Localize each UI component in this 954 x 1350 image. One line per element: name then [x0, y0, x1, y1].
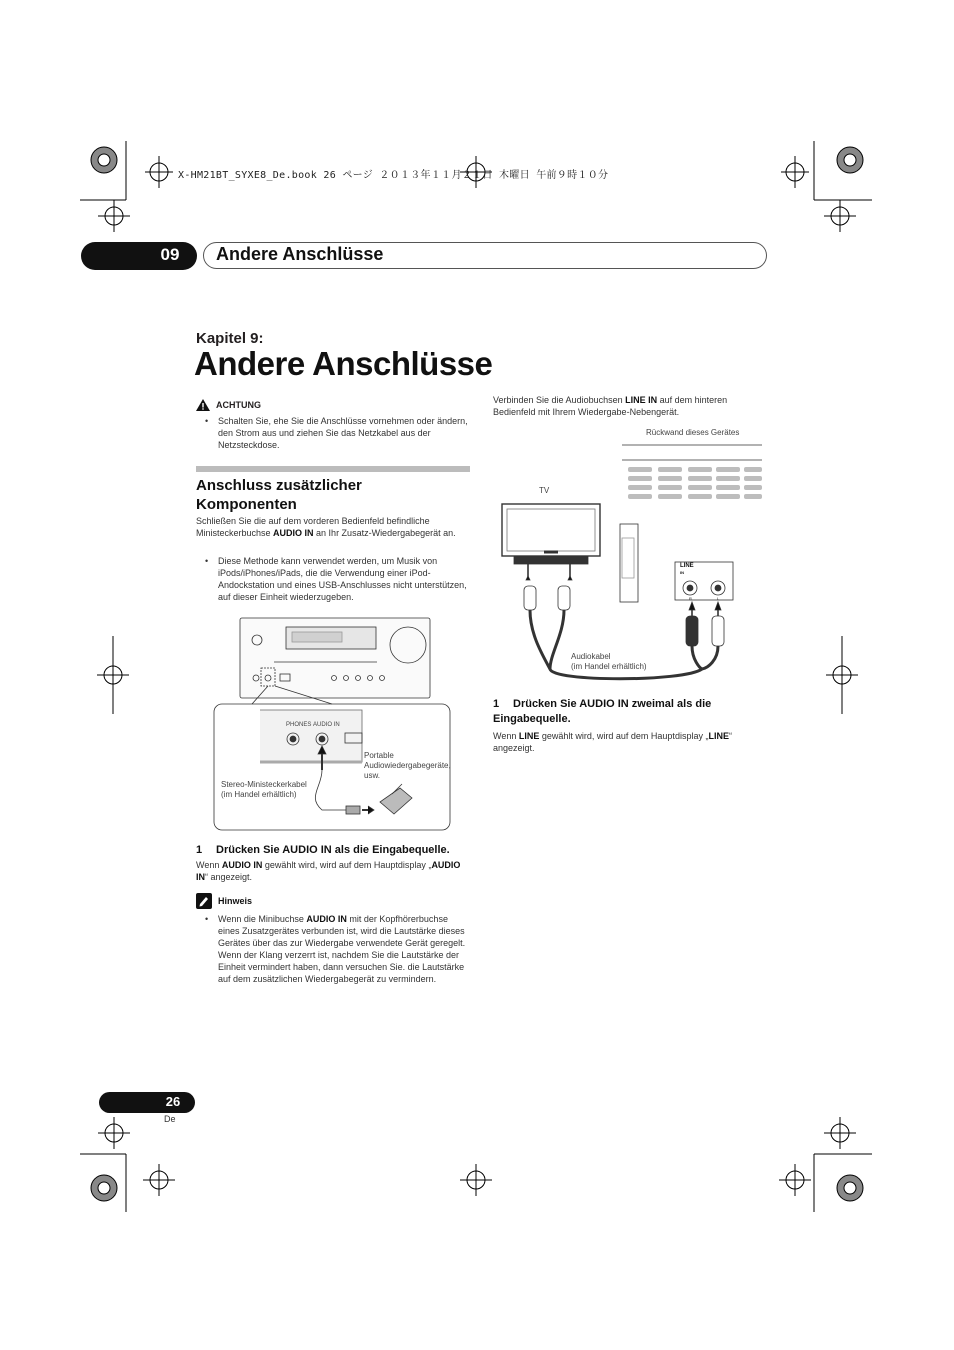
section-intro: Schließen Sie die auf dem vorderen Bedienfeld befindliche Ministeckerbuchse AUDIO IN an Ihr Zusatz-Wiedergabegerät an. [196, 516, 456, 538]
step-left: 1 Drücken Sie AUDIO IN als die Eingabequelle. [196, 844, 450, 856]
caution-text: • Schalten Sie, ehe Sie die Anschlüsse vornehmen oder ändern, den Strom aus und ziehen Sie das Netzkabel aus der Netzsteckdose. [218, 415, 468, 451]
section-title: Anschluss zusätzlicher Komponenten [196, 477, 362, 513]
r-label: R [689, 596, 692, 601]
warning-icon [196, 399, 210, 411]
line-label: LINE [680, 563, 694, 569]
caution-label: ACHTUNG [216, 400, 261, 410]
step-left-desc: Wenn AUDIO IN gewählt wird, wird auf dem Hauptdisplay „AUDIO IN“ angezeigt. [196, 860, 461, 882]
mini-cable-label: Stereo-Ministeckerkabel (im Handel erhältlich) [221, 780, 307, 799]
line-in-label: IN [680, 570, 684, 575]
kapitel-label: Kapitel 9: [196, 330, 264, 347]
chapter-title: Andere Anschlüsse [216, 244, 384, 264]
step-right-desc: Wenn LINE gewählt wird, wird auf dem Hauptdisplay „LINE“ angezeigt. [493, 731, 732, 753]
portable-device-label: Portable Audiowiedergabegeräte, usw. [364, 751, 451, 780]
page-language: De [164, 1114, 176, 1124]
page-title: Andere Anschlüsse [194, 345, 493, 382]
l-label: L [717, 596, 720, 601]
jack-phones-label: PHONES [286, 722, 312, 728]
rear-panel-label: Rückwand dieses Gerätes [646, 428, 740, 437]
jack-audio-in-label: AUDIO IN [313, 722, 340, 728]
step-right: 1 Drücken Sie AUDIO IN zweimal als die Eingabequelle. [493, 698, 712, 725]
note-label: Hinweis [218, 896, 253, 906]
file-info-header: X-HM21BT_SYXE8_De.book 26 ページ ２０１３年１１月２１日 木曜日 午前９時１０分 [178, 170, 609, 181]
audio-cable-label: Audiokabel (im Handel erhältlich) [571, 652, 647, 671]
page-number: 26 [165, 1094, 181, 1109]
tv-label: TV [539, 486, 550, 495]
right-intro: Verbinden Sie die Audiobuchsen LINE IN auf dem hinteren Bedienfeld mit Ihrem Wiedergabe-Nebengerät. [493, 395, 728, 417]
note-icon [196, 893, 212, 909]
note-text: • Wenn die Minibuchse AUDIO IN mit der Kopfhörerbuchse eines Zusatzgerätes verbunden ist, wird die Lautstärke dieses Gerätes über das zur Wiedergabe verwendete Gerät geregelt. Wenn der Klang verzerrt ist, nachdem Sie die Lautstärke der Einheit vermindert haben, dann versuchen Sie. die Lautstärke auf dem zusätzlichen Wiedergabegerät zu vermindern. [218, 913, 470, 985]
chapter-number: 09 [160, 245, 180, 264]
section-bullet: • Diese Methode kann verwendet werden, um Musik von iPods/iPhones/iPads, die die Verwendung einer iPod-Andockstation und eines USB-Anschlusses nicht unterstützen, auf dieser Einheit wiederzugeben. [218, 555, 470, 603]
section-bar [196, 466, 470, 472]
